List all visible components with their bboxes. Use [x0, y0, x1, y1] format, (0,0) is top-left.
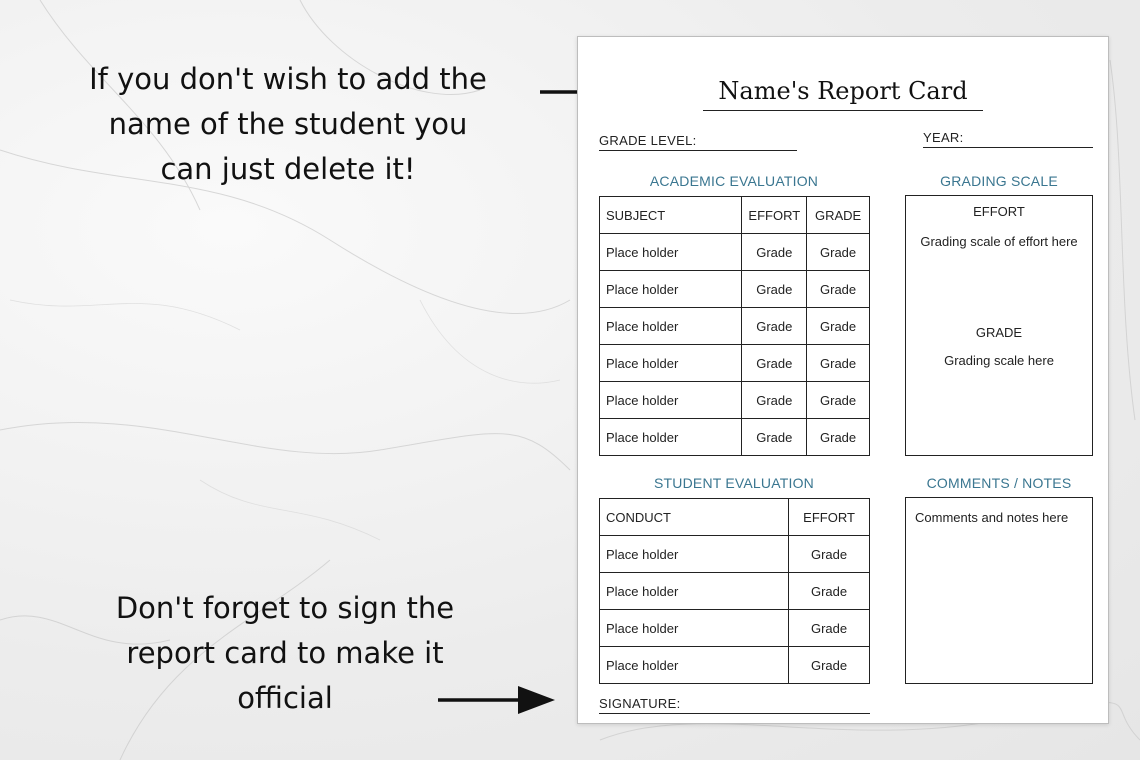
effort-cell[interactable]: Grade [789, 536, 870, 573]
table-row [600, 308, 870, 345]
header-effort: EFFORT [789, 499, 870, 536]
table-row [600, 419, 870, 456]
conduct-cell[interactable]: Place holder [600, 647, 789, 684]
academic-heading: ACADEMIC EVALUATION [649, 173, 819, 189]
grading-scale-box [905, 195, 1093, 456]
subject-cell[interactable]: Place holder [600, 419, 742, 456]
grading-scale-heading: GRADING SCALE [940, 173, 1058, 189]
conduct-cell[interactable]: Place holder [600, 573, 789, 610]
signature-field[interactable]: SIGNATURE: [599, 696, 870, 714]
effort-cell[interactable]: Grade [789, 573, 870, 610]
table-row [600, 271, 870, 308]
student-heading: STUDENT EVALUATION [654, 475, 814, 491]
header-conduct: CONDUCT [600, 499, 789, 536]
conduct-cell[interactable]: Place holder [600, 536, 789, 573]
comments-box[interactable] [905, 497, 1093, 684]
table-row [600, 234, 870, 271]
table-row [600, 345, 870, 382]
effort-cell[interactable]: Grade [789, 610, 870, 647]
table-row [600, 647, 870, 684]
grade-level-field[interactable]: GRADE LEVEL: [599, 133, 797, 151]
table-row [600, 573, 870, 610]
year-field[interactable]: YEAR: [923, 130, 1093, 148]
table-row [600, 610, 870, 647]
subject-cell[interactable]: Place holder [600, 271, 742, 308]
subject-cell[interactable]: Place holder [600, 234, 742, 271]
subject-cell[interactable]: Place holder [600, 308, 742, 345]
report-card-page [577, 36, 1109, 724]
effort-scale-label: EFFORT [973, 204, 1025, 219]
grade-cell[interactable]: Grade [807, 308, 870, 345]
effort-cell[interactable]: Grade [742, 345, 807, 382]
academic-table [599, 196, 870, 456]
header-grade: GRADE [807, 197, 870, 234]
subject-cell[interactable]: Place holder [600, 345, 742, 382]
grade-cell[interactable]: Grade [807, 382, 870, 419]
student-table [599, 498, 870, 684]
grade-cell[interactable]: Grade [807, 345, 870, 382]
grade-scale-label: GRADE [975, 325, 1023, 340]
subject-cell[interactable]: Place holder [600, 382, 742, 419]
table-header-row [600, 197, 870, 234]
table-row [600, 536, 870, 573]
effort-cell[interactable]: Grade [742, 308, 807, 345]
grade-cell[interactable]: Grade [807, 419, 870, 456]
caption-sign-card: Don't forget to sign the report card to make it official [115, 591, 455, 715]
comments-heading: COMMENTS / NOTES [926, 475, 1072, 491]
effort-cell[interactable]: Grade [742, 419, 807, 456]
conduct-cell[interactable]: Place holder [600, 610, 789, 647]
arrow-right-icon [438, 682, 558, 718]
header-effort: EFFORT [742, 197, 807, 234]
comments-text[interactable]: Comments and notes here [915, 510, 1069, 525]
table-header-row [600, 499, 870, 536]
grade-cell[interactable]: Grade [807, 271, 870, 308]
effort-cell[interactable]: Grade [742, 382, 807, 419]
header-subject: SUBJECT [600, 197, 742, 234]
effort-scale-text[interactable]: Grading scale of effort here [920, 234, 1078, 249]
caption-delete-name: If you don't wish to add the name of the student you can just delete it! [89, 62, 487, 186]
effort-cell[interactable]: Grade [742, 271, 807, 308]
grade-cell[interactable]: Grade [807, 234, 870, 271]
table-row [600, 382, 870, 419]
effort-cell[interactable]: Grade [742, 234, 807, 271]
report-title[interactable]: Name's Report Card [703, 75, 983, 111]
grade-scale-text[interactable]: Grading scale here [944, 353, 1054, 368]
effort-cell[interactable]: Grade [789, 647, 870, 684]
